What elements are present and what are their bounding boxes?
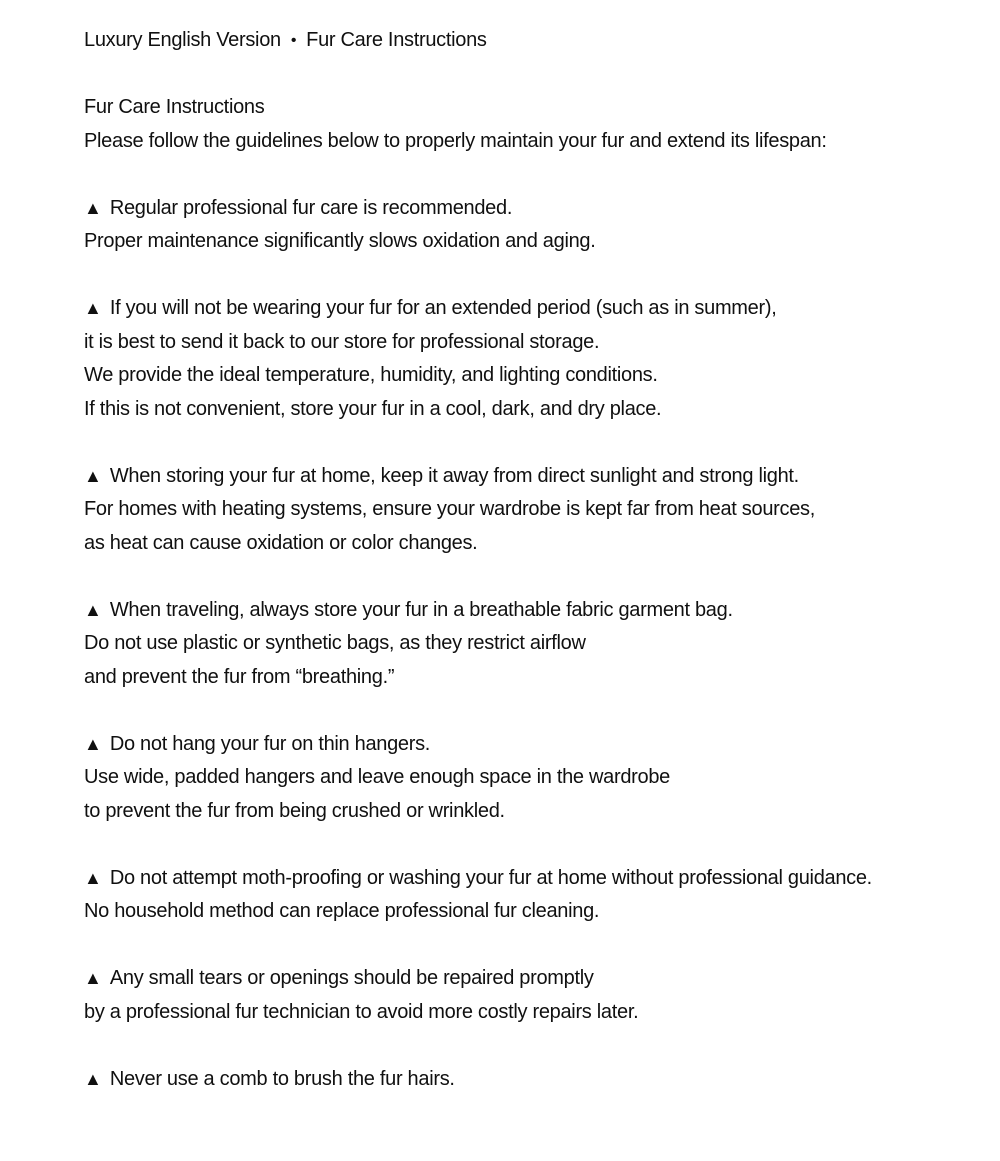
triangle-bullet-icon: ▲ xyxy=(84,298,102,318)
breadcrumb xyxy=(84,24,940,58)
care-section-text: by a professional fur technician to avoid more costly repairs later. xyxy=(84,1000,639,1023)
care-section-text: No household method can replace professional fur cleaning. xyxy=(84,900,600,922)
care-section-text: to prevent the fur from being crushed or wrinkled. xyxy=(84,799,505,822)
triangle-bullet-icon: ▲ xyxy=(84,968,102,988)
care-section-text: it is best to send it back to our store for professional storage. xyxy=(84,330,600,353)
care-section-regular-care xyxy=(84,192,940,259)
care-section-text: and prevent the fur from “breathing.” xyxy=(84,665,395,688)
care-section-text: Proper maintenance significantly slows oxidation and aging. xyxy=(84,230,596,252)
care-section-lead-line xyxy=(84,460,940,494)
document-title: Fur Care Instructions xyxy=(84,96,265,118)
triangle-bullet-icon: ▲ xyxy=(84,733,102,754)
care-section-text: Regular professional fur care is recommended. xyxy=(109,196,513,219)
breadcrumb-document-title: Fur Care Instructions xyxy=(306,29,487,51)
care-section-off-season-storage xyxy=(84,292,940,426)
triangle-bullet-icon: ▲ xyxy=(84,867,102,888)
care-section-lead-line xyxy=(84,292,940,326)
care-section-no-home-washing xyxy=(84,862,940,929)
document-intro-block xyxy=(84,91,940,158)
document-intro-text: Please follow the guidelines below to properly maintain your fur and extend its lifespan: xyxy=(84,129,827,152)
care-section-text: Never use a comb to brush the fur hairs. xyxy=(109,1067,455,1090)
care-section-text: Do not use plastic or synthetic bags, as they restrict airflow xyxy=(84,632,586,654)
care-section-text: If this is not convenient, store your fur in a cool, dark, and dry place. xyxy=(84,397,662,420)
care-section-lead-line xyxy=(84,862,940,896)
care-section-text: Do not hang your fur on thin hangers. xyxy=(109,732,431,755)
care-section-lead-line xyxy=(84,1063,940,1097)
breadcrumb-version-label: Luxury English Version xyxy=(84,29,281,51)
care-section-hangers xyxy=(84,728,940,829)
care-section-text: If you will not be wearing your fur for an extended period (such as in summer), xyxy=(109,297,777,319)
care-section-text: as heat can cause oxidation or color changes. xyxy=(84,531,478,554)
care-section-lead-line xyxy=(84,728,940,762)
care-section-repairs xyxy=(84,962,940,1029)
care-section-lead-line xyxy=(84,192,940,226)
triangle-bullet-icon: ▲ xyxy=(84,197,102,218)
care-section-text: For homes with heating systems, ensure your wardrobe is kept far from heat sources, xyxy=(84,498,815,520)
care-section-text: Use wide, padded hangers and leave enough space in the wardrobe xyxy=(84,766,670,788)
care-section-text: We provide the ideal temperature, humidity, and lighting conditions. xyxy=(84,364,658,386)
triangle-bullet-icon: ▲ xyxy=(84,599,102,620)
care-section-text: When storing your fur at home, keep it away from direct sunlight and strong light. xyxy=(109,464,799,487)
care-section-text: Any small tears or openings should be repaired promptly xyxy=(109,967,594,989)
breadcrumb-separator-dot: • xyxy=(290,32,297,49)
triangle-bullet-icon: ▲ xyxy=(84,1068,102,1089)
care-section-home-storage xyxy=(84,460,940,561)
care-section-text: Do not attempt moth-proofing or washing your fur at home without professional guidance. xyxy=(109,866,872,889)
triangle-bullet-icon: ▲ xyxy=(84,465,102,486)
care-section-traveling xyxy=(84,594,940,695)
care-section-lead-line xyxy=(84,962,940,996)
care-section-no-comb xyxy=(84,1063,940,1097)
care-section-text: When traveling, always store your fur in a breathable fabric garment bag. xyxy=(109,598,733,621)
care-section-lead-line xyxy=(84,594,940,628)
